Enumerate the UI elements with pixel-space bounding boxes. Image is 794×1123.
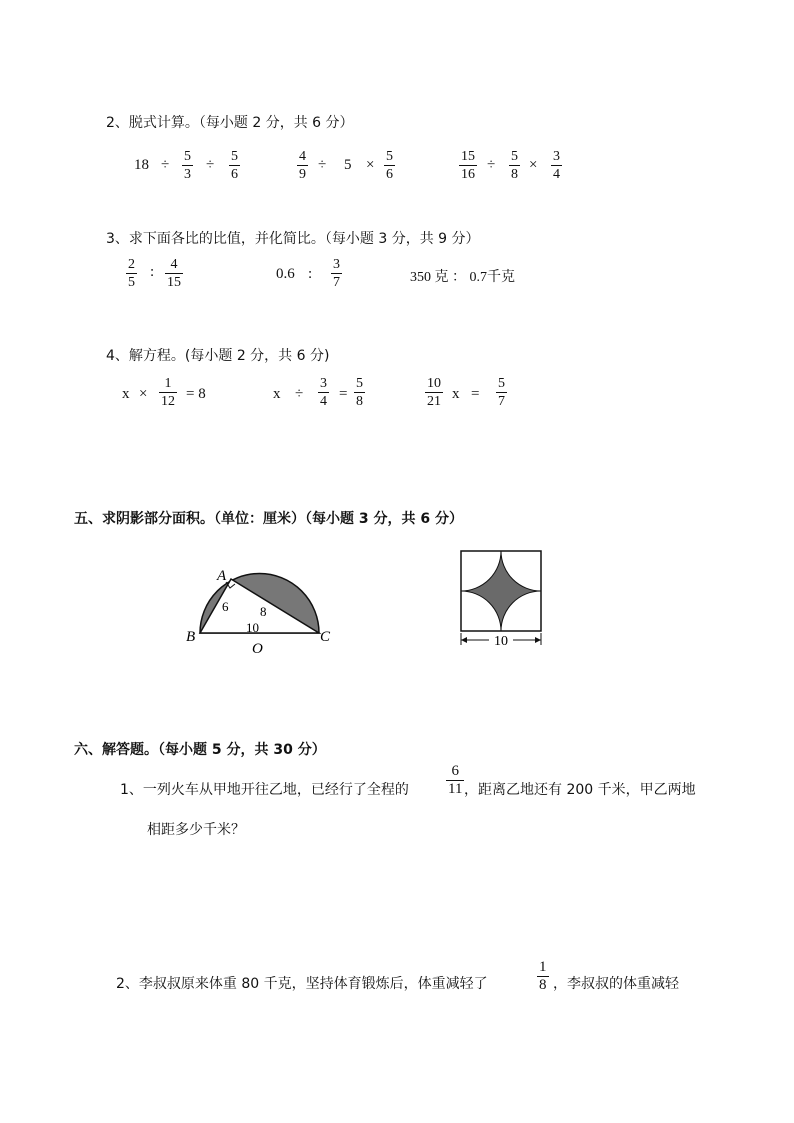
fraction-1-8: $\frac{1}{8}$ [539,959,547,993]
label-side-bc: 10 [246,620,259,635]
times-sign: × [139,386,148,402]
divide-sign: ÷ [206,157,215,173]
label-side-10: 10 [494,634,508,649]
equals-8: = 8 [186,386,206,402]
divide-sign: ÷ [161,157,170,173]
q2-tail-text: ，李叔叔的体重减轻 [553,976,679,992]
variable-x: x [273,386,281,402]
arrow-right-icon [535,637,541,643]
section-6-title: 六、解答题。（每小题 5 分，共 30 分） [74,742,326,758]
times-sign: × [529,157,538,173]
fraction-5-8: $\frac{5}{8}$ [356,376,363,409]
label-c: C [320,629,331,645]
equals-sign: = [471,386,480,402]
fraction-5-8: $\frac{5}{8}$ [511,149,518,182]
q1-lead-text: 1、一列火车从甲地开往乙地，已经行了全程的 [120,782,409,798]
semicircle-triangle-figure [180,560,340,658]
section-5-title: 五、求阴影部分面积。（单位：厘米）（每小题 3 分，共 6 分） [74,511,463,527]
s3-problem-3: 350 克 ： 0.7千克 [410,270,515,285]
ratio-colon: : [308,266,313,282]
fraction-4-9: $\frac{4}{9}$ [299,149,306,182]
q2-lead-text: 2、李叔叔原来体重 80 千克，坚持体育锻炼后，体重减轻了 [116,976,488,992]
number-18: 18 [134,157,149,173]
divide-sign: ÷ [295,386,304,402]
square-quarter-arcs-figure [455,545,547,651]
fraction-15-16: $\frac{15}{16}$ [461,149,475,182]
divide-sign: ÷ [318,157,327,173]
decimal-0-6: 0.6 [276,266,295,282]
fraction-1-12: $\frac{1}{12}$ [161,376,175,409]
fraction-5-6: $\frac{5}{6}$ [386,149,393,182]
equals-sign: = [339,386,348,402]
section-4-title: 4、解方程。(每小题 2 分，共 6 分) [106,348,330,364]
fraction-5-7: $\frac{5}{7}$ [498,376,505,409]
q1-line-2: 相距多少千米？ [147,822,245,838]
fraction-2-5: $\frac{2}{5}$ [128,257,135,290]
label-o: O [252,641,263,657]
times-sign: × [366,157,375,173]
section-3-title: 3、求下面各比的比值，并化简比。（每小题 3 分，共 9 分） [106,231,480,247]
fraction-3-4: $\frac{3}{4}$ [320,376,327,409]
fraction-3-7: $\frac{3}{7}$ [333,257,340,290]
fraction-10-21: $\frac{10}{21}$ [427,376,441,409]
fraction-5-6: $\frac{5}{6}$ [231,149,238,182]
variable-x: x [122,386,130,402]
section-2-title: 2、脱式计算。（每小题 2 分，共 6 分） [106,115,354,131]
ratio-colon: : [150,264,155,280]
fraction-6-11: $\frac{6}{11}$ [448,763,463,797]
label-side-ab: 6 [222,599,229,614]
q1-tail-text: ，距离乙地还有 200 千米，甲乙两地 [464,782,696,798]
variable-x: x [452,386,460,402]
label-b: B [186,629,196,645]
number-5: 5 [344,157,352,173]
arrow-left-icon [461,637,467,643]
fraction-5-3: $\frac{5}{3}$ [184,149,191,182]
divide-sign: ÷ [487,157,496,173]
label-a: A [217,568,227,584]
fraction-4-15: $\frac{4}{15}$ [167,257,181,290]
fraction-3-4: $\frac{3}{4}$ [553,149,560,182]
label-side-ac: 8 [260,604,267,619]
